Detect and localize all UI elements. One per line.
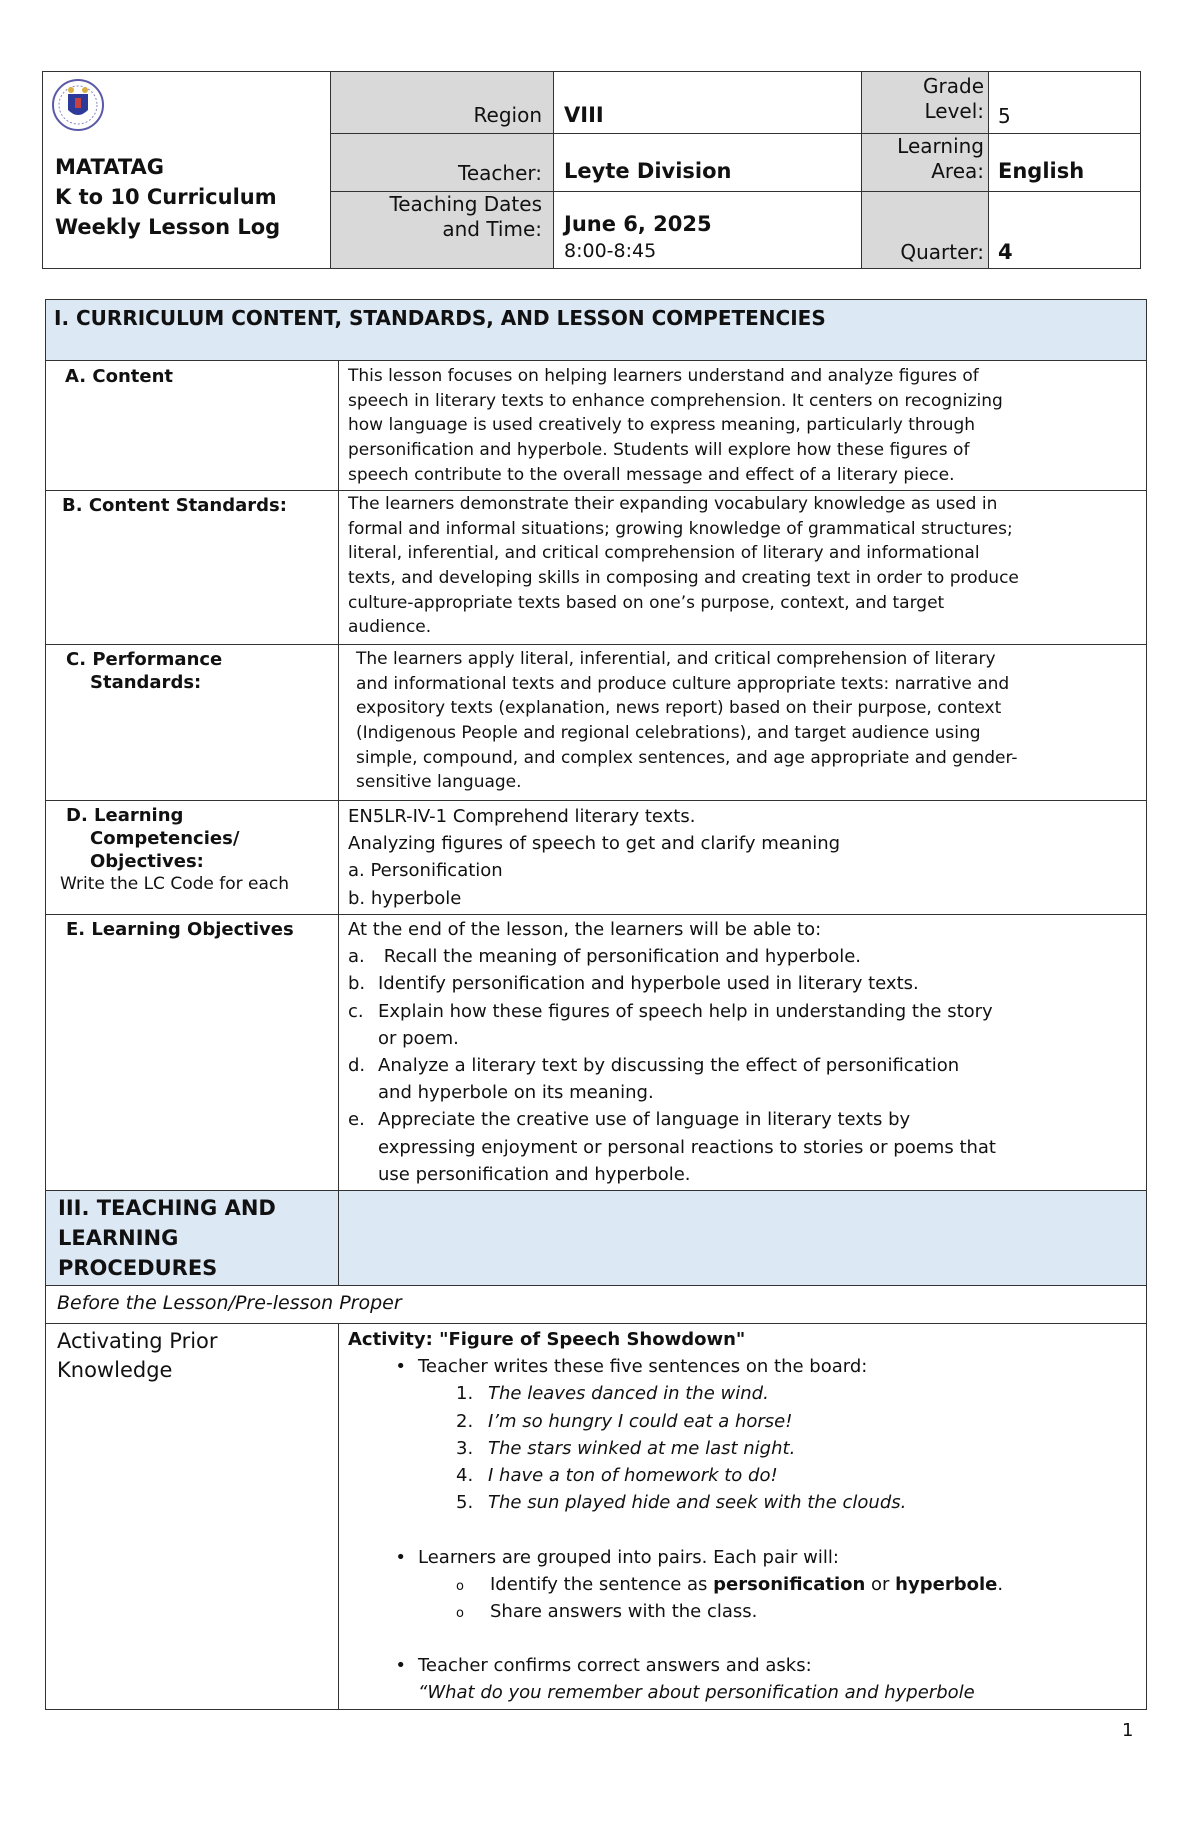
activating-content	[348, 1326, 1003, 1707]
text-line: This lesson focuses on helping learners understand and analyze figures of	[348, 366, 979, 386]
sentence-number: 5.	[456, 1492, 474, 1514]
text-line: a. Personification	[348, 860, 503, 882]
text-line: (Indigenous People and regional celebrations), and target audience using	[356, 723, 981, 744]
text-line: EN5LR-IV-1 Comprehend literary texts.	[348, 806, 696, 827]
competencies-text	[348, 803, 840, 912]
sub-bullet-item: o Identify the sentence as personification or hyperbole.	[348, 1571, 1003, 1598]
section1-title: I. CURRICULUM CONTENT, STANDARDS, AND LESSON COMPETENCIES	[54, 306, 826, 330]
text-line: The learners apply literal, inferential, and critical comprehension of literary	[356, 649, 996, 669]
sentence-item: 4. I have a ton of homework to do!	[348, 1462, 1003, 1489]
bullet-icon: •	[395, 1356, 406, 1378]
text-line: The learners demonstrate their expanding vocabulary knowledge as used in	[348, 494, 998, 514]
circle-bullet-icon: o	[456, 1605, 464, 1621]
objective-item: expressing enjoyment or personal reactions to stories or poems that	[378, 1136, 996, 1158]
text-line: speech in literary texts to enhance comprehension. It centers on recognizing	[348, 390, 1003, 411]
teacher-value: Leyte Division	[564, 159, 732, 183]
area-value: English	[998, 159, 1085, 183]
title-cell	[42, 71, 331, 269]
objective-marker: a.	[348, 946, 365, 968]
objective-marker: b.	[348, 973, 366, 995]
sentence-list	[348, 1380, 1003, 1516]
sentence-item: 3. The stars winked at me last night.	[348, 1435, 1003, 1462]
performance-standards-label	[66, 648, 222, 694]
region-value: VIII	[564, 103, 604, 127]
title-line: MATATAG	[55, 155, 165, 179]
text-line: personification and hyperbole. Students will explore how these figures of	[348, 440, 970, 461]
label-line: Activating Prior	[57, 1329, 218, 1353]
title-line: LEARNING	[58, 1226, 179, 1250]
activating-label	[57, 1327, 218, 1385]
label-line: Objectives:	[90, 851, 204, 872]
bullet-icon: •	[395, 1655, 406, 1677]
deped-seal-icon	[51, 78, 105, 132]
text-line: b. hyperbole	[348, 887, 462, 909]
question-text: “What do you remember about personification and hyperbole	[418, 1682, 975, 1704]
text-line: speech contribute to the overall message and effect of a literary piece.	[348, 464, 955, 485]
teacher-label: Teacher:	[458, 161, 542, 185]
objective-item: c. Explain how these figures of speech help in understanding the story	[348, 998, 996, 1025]
objective-item: b. Identify personification and hyperbole used in literary texts.	[348, 970, 996, 997]
sentence-item: 1. The leaves danced in the wind.	[348, 1380, 1003, 1407]
objectives-list	[348, 943, 996, 1188]
performance-standards-text	[356, 647, 1017, 795]
sentence-number: 3.	[456, 1437, 474, 1459]
lc-code-note: Write the LC Code for each	[60, 874, 290, 894]
circle-bullet-icon: o	[456, 1578, 464, 1594]
bullet-icon: •	[395, 1546, 406, 1568]
bullet-item: • Teacher confirms correct answers and asks:	[348, 1652, 1003, 1679]
area-label-line: Area:	[931, 159, 984, 183]
objective-marker: c.	[348, 1000, 364, 1022]
page-number: 1	[1122, 1720, 1134, 1741]
objective-item: e. Appreciate the creative use of language in literary texts by	[348, 1106, 996, 1133]
label-line: C. Performance	[66, 649, 223, 670]
dates-label	[389, 192, 542, 242]
title-line: III. TEACHING AND	[58, 1196, 276, 1220]
text-line: expository texts (explanation, news report) based on their purpose, context	[356, 698, 1002, 719]
region-label: Region	[473, 103, 542, 127]
sentence-number: 1.	[456, 1383, 474, 1405]
objective-marker: d.	[348, 1054, 366, 1076]
sentence-item: 5. The sun played hide and seek with the clouds.	[348, 1489, 1003, 1516]
text-line: culture-appropriate texts based on one’s purpose, context, and target	[348, 592, 945, 613]
bullet-item: • Learners are grouped into pairs. Each pair will:	[348, 1544, 1003, 1571]
title-line: K to 10 Curriculum	[55, 185, 277, 209]
text-line: sensitive language.	[356, 772, 522, 793]
section1-header	[45, 299, 1147, 361]
title-line: Weekly Lesson Log	[55, 215, 281, 239]
bullet-item: • Teacher writes these five sentences on the board:	[348, 1353, 1003, 1380]
text-line: texts, and developing skills in composing and creating text in order to produce	[348, 568, 1019, 589]
title-line: PROCEDURES	[58, 1256, 218, 1280]
dates-label-line: Teaching Dates	[389, 192, 542, 216]
activity-title: Activity: "Figure of Speech Showdown"	[348, 1329, 746, 1350]
content-standards-text	[348, 492, 1019, 640]
label-line: Competencies/	[90, 828, 240, 849]
sentence-number: 2.	[456, 1410, 474, 1432]
objective-item: and hyperbole on its meaning.	[378, 1082, 654, 1104]
sub-bullet-item: o Share answers with the class.	[348, 1598, 1003, 1625]
objective-item: d. Analyze a literary text by discussing the effect of personification	[348, 1052, 996, 1079]
area-label-line: Learning	[897, 134, 984, 158]
competencies-label	[60, 804, 290, 896]
text-line: literal, inferential, and critical comprehension of literary and informational	[348, 543, 980, 564]
sentence-item: 2. I’m so hungry I could eat a horse!	[348, 1408, 1003, 1435]
text-line: formal and informal situations; growing knowledge of grammatical structures;	[348, 518, 1013, 539]
dates-label-line: and Time:	[442, 217, 542, 241]
text-line: simple, compound, and complex sentences, and age appropriate and gender-	[356, 747, 1018, 768]
sentence-number: 4.	[456, 1464, 474, 1486]
objectives-label: E. Learning Objectives	[66, 919, 294, 940]
date-value: June 6, 2025	[564, 212, 712, 236]
time-value: 8:00-8:45	[564, 240, 657, 262]
objective-item: a. Recall the meaning of personification and hyperbole.	[348, 943, 996, 970]
section3-title	[58, 1193, 276, 1283]
grade-label-line: Grade	[923, 74, 984, 98]
objectives-text	[348, 916, 996, 1188]
text-line: audience.	[348, 617, 432, 638]
grade-value: 5	[998, 104, 1011, 128]
text-line: how language is used creatively to express meaning, particularly through	[348, 415, 976, 436]
label-line: Standards:	[90, 672, 202, 693]
area-label	[897, 134, 984, 184]
grade-label	[923, 74, 984, 124]
content-text	[348, 364, 1003, 487]
label-line: Knowledge	[57, 1358, 173, 1382]
before-lesson-heading: Before the Lesson/Pre-lesson Proper	[57, 1292, 402, 1314]
objective-item: or poem.	[378, 1027, 459, 1049]
objective-marker: e.	[348, 1109, 365, 1131]
grade-label-line: Level:	[924, 99, 984, 123]
content-standards-label: B. Content Standards:	[62, 495, 287, 516]
text-line: and informational texts and produce culture appropriate texts: narrative and	[356, 673, 1010, 694]
quarter-value: 4	[998, 240, 1013, 264]
quarter-label: Quarter:	[900, 240, 984, 264]
label-line: D. Learning	[66, 805, 184, 826]
content-label: A. Content	[65, 366, 173, 387]
text-line: Analyzing figures of speech to get and clarify meaning	[348, 833, 841, 855]
objectives-intro: At the end of the lesson, the learners will be able to:	[348, 919, 822, 940]
objective-item: use personification and hyperbole.	[378, 1163, 691, 1185]
